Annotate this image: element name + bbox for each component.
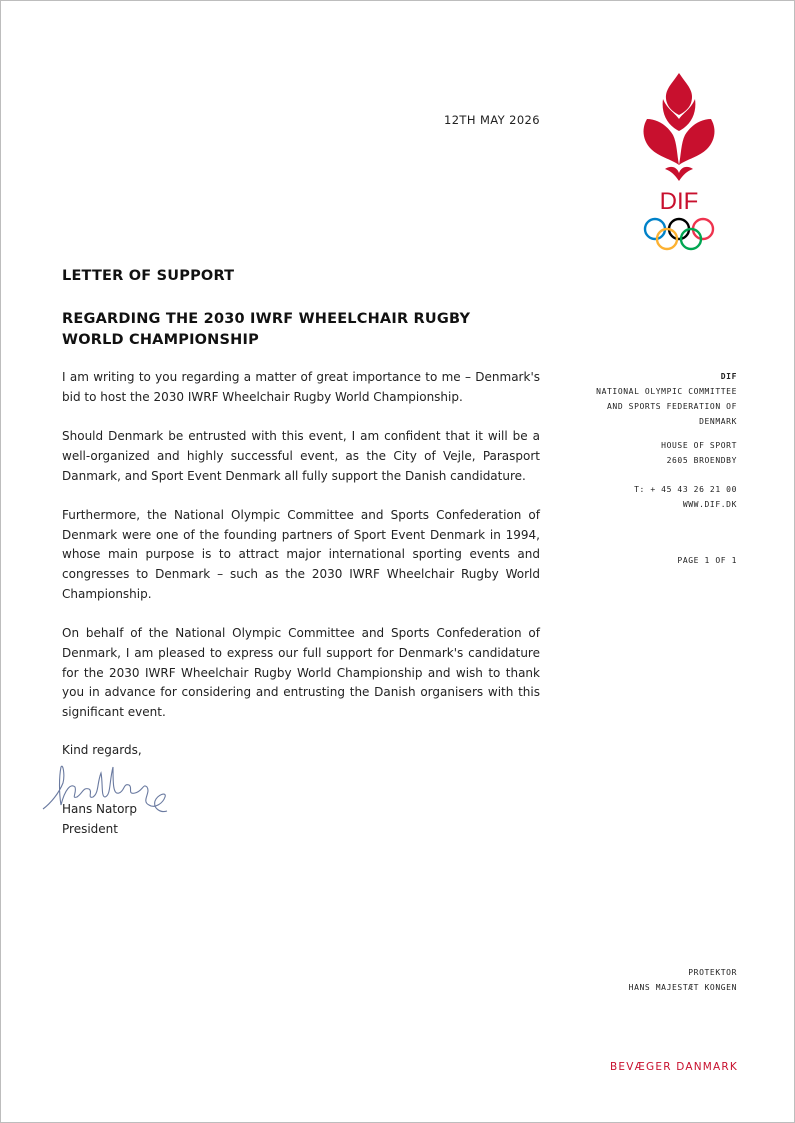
protektor-label: PROTEKTOR [688,968,737,977]
paragraph: On behalf of the National Olympic Committee and Sports Confederation of Denmark, I am pleased to express our full support for Denmark's candidature for the 2030 IWRF Wheelchair Rugby World Championship and wish to thank you in advance for considering and entrusting the Danish organisers with this significant event. [62,626,540,719]
sidebar-address [517,438,737,468]
dif-logo [633,69,725,259]
logo-text: DIF [659,188,699,215]
signer-block [62,800,137,839]
protektor-block [517,965,737,995]
sidebar-contact [517,482,737,512]
closing: Kind regards, [62,743,142,757]
paragraph: Should Denmark be entrusted with this event, I am confident that it will be a well-organized and highly successful event, as the City of Vejle, Parasport Danmark, and Sport Event Denmark all fully support the Danish candidature. [62,429,540,483]
website-link[interactable]: WWW.DIF.DK [682,500,737,509]
sidebar-org-name: DENMARK [699,417,737,426]
footer-tagline: BEVÆGER DANMARK [609,1061,738,1073]
sidebar-org-abbr: DIF [720,372,737,381]
letter-subject: REGARDING THE 2030 IWRF WHEELCHAIR RUGBY WORLD CHAMPIONSHIP [62,311,471,348]
flame-icon [644,73,715,181]
letter-date: 12TH MAY 2026 [443,113,540,127]
signer-title: President [62,821,118,836]
sidebar-org-name: NATIONAL OLYMPIC COMMITTEE [596,387,737,396]
paragraph: Furthermore, the National Olympic Committee and Sports Confederation of Denmark were one of the founding partners of Sport Event Denmark in 1994, whose main purpose is to attract major international sporting events and congresses to Denmark – such as the 2030 IWRF Wheelchair Rugby World Championship. [62,507,540,601]
sidebar-org [517,369,737,429]
letter-title: LETTER OF SUPPORT [62,268,235,284]
paragraph: I am writing to you regarding a matter of great importance to me – Denmark's bid to host the 2030 IWRF Wheelchair Rugby World Championship. [62,370,540,404]
address-line: 2605 BROENDBY [666,456,737,465]
letter-body [62,368,540,742]
protektor-name: HANS MAJESTÆT KONGEN [628,983,737,992]
page-number: PAGE 1 OF 1 [677,556,737,565]
sidebar-org-name: AND SPORTS FEDERATION OF [607,402,737,411]
signer-name: Hans Natorp [62,802,137,816]
olympic-rings-icon [645,219,713,249]
phone-number: T: + 45 43 26 21 00 [634,485,737,494]
address-line: HOUSE OF SPORT [661,441,737,450]
